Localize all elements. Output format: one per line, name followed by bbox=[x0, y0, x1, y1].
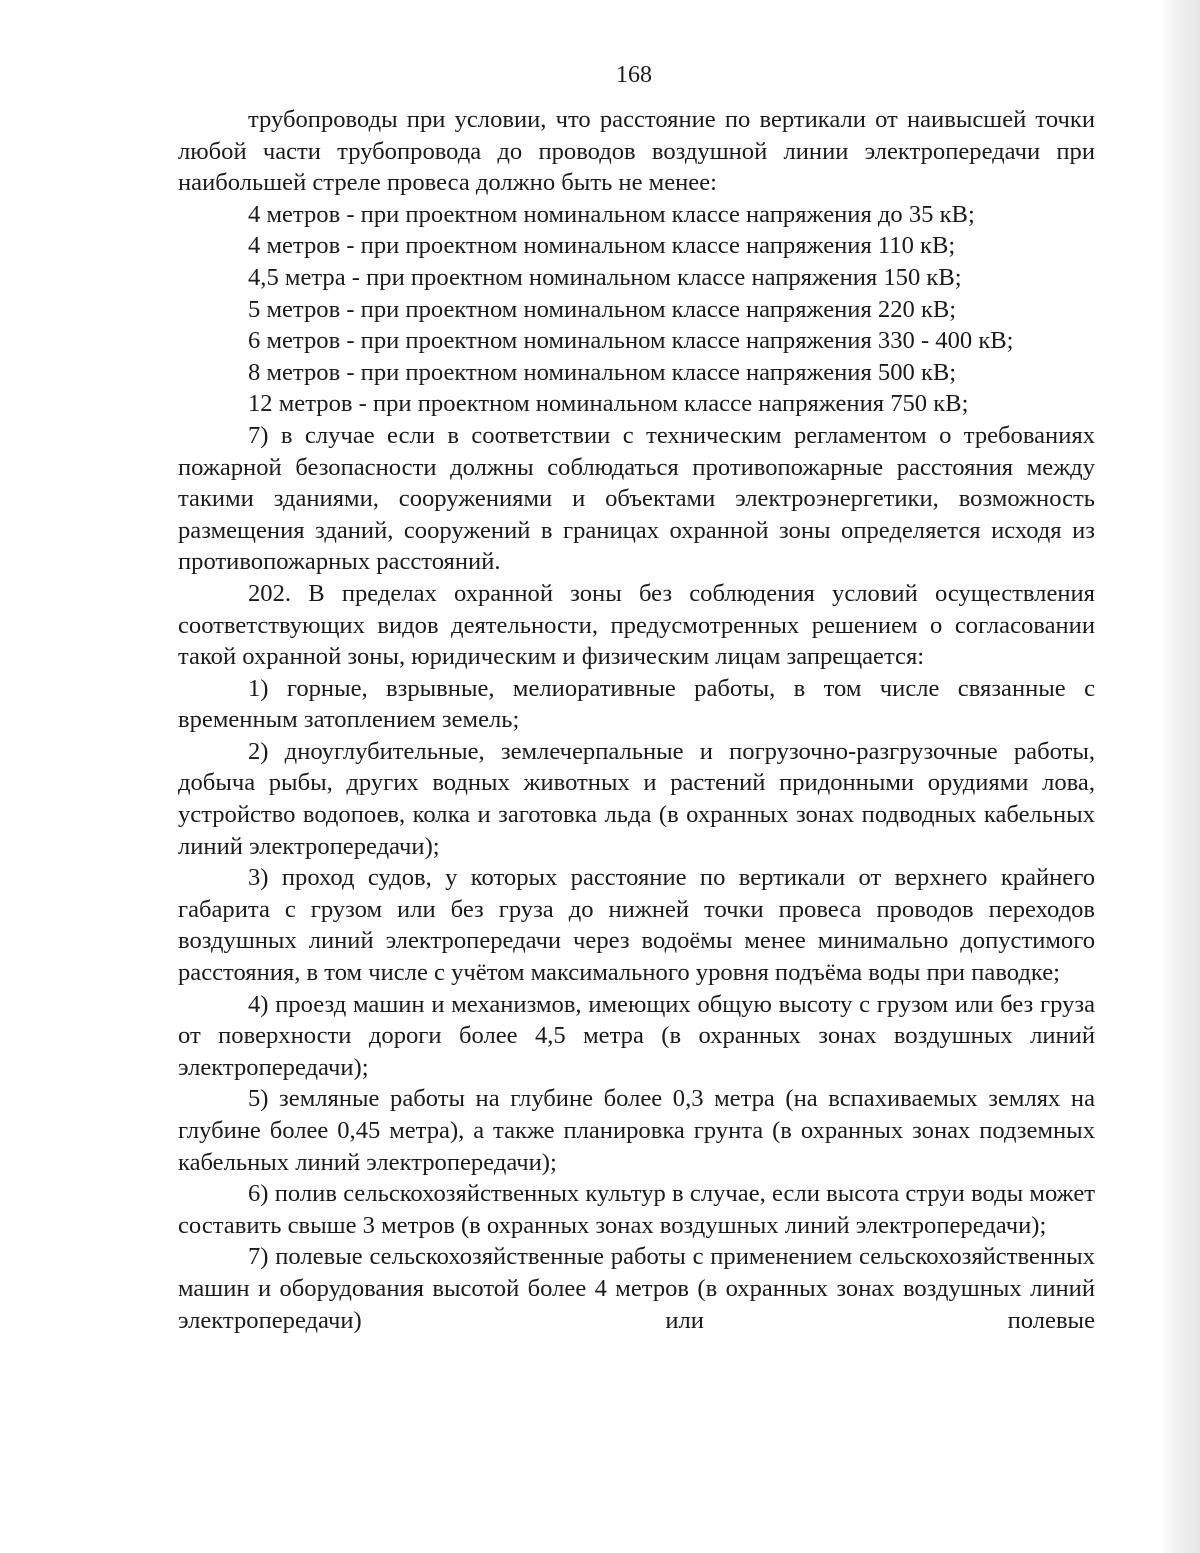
list-item-5-earthworks: 5) земляные работы на глубине более 0,3 метра (на вспахиваемых землях на глубине более 0,45 метра), а также планировка грунта (в охранных зонах подземных кабельных линий электропередачи); bbox=[178, 1085, 1095, 1176]
list-item-1-mining: 1) горные, взрывные, мелиоративные работы, в том числе связанные с временным затоплением земель; bbox=[178, 674, 1095, 734]
page-number: 168 bbox=[616, 62, 652, 88]
list-item-2-dredging: 2) дноуглубительные, землечерпальные и погрузочно-разгрузочные работы, добыча рыбы, других водных животных и растений придонными орудиями лова, устройство водопоев, колка и заготовка льда (в охранных зонах подводных кабельных линий электропередачи); bbox=[178, 737, 1095, 860]
list-item-7-field-works: 7) полевые сельскохозяйственные работы с применением сельскохозяйственных машин и оборудования высотой более 4 метров (в охранных зонах воздушных линий электропередачи) или полевые bbox=[178, 1243, 1095, 1334]
list-item-500kv: 8 метров - при проектном номинальном классе напряжения 500 кВ; bbox=[248, 358, 957, 386]
list-item-330-400kv: 6 метров - при проектном номинальном классе напряжения 330 - 400 кВ; bbox=[248, 327, 1014, 355]
paragraph-202: 202. В пределах охранной зоны без соблюдения условий осуществления соответствующих видов деятельности, предусмотренных решением о согласовании такой охранной зоны, юридическим и физическим лицам запрещается: bbox=[178, 579, 1095, 671]
document-body bbox=[178, 104, 1095, 1336]
list-item-110kv: 4 метров - при проектном номинальном классе напряжения 110 кВ; bbox=[248, 232, 956, 260]
list-item-750kv: 12 метров - при проектном номинальном классе напряжения 750 кВ; bbox=[248, 390, 969, 418]
list-item-150kv: 4,5 метра - при проектном номинальном классе напряжения 150 кВ; bbox=[248, 263, 962, 291]
paragraph-pipelines-continuation: трубопроводы при условии, что расстояние по вертикали от наивысшей точки любой части трубопровода до проводов воздушной линии электропередачи при наибольшей стреле провеса должно быть не менее: bbox=[178, 106, 1095, 197]
list-item-4-vehicles: 4) проезд машин и механизмов, имеющих общую высоту с грузом или без груза от поверхности дороги более 4,5 метра (в охранных зонах воздушных линий электропередачи); bbox=[178, 990, 1095, 1081]
list-item-7-fire-safety: 7) в случае если в соответствии с техническим регламентом о требованиях пожарной безопасности должны соблюдаться противопожарные расстояния между такими зданиями, сооружениями и объектами электроэнергетики, возможность размещения зданий, сооружений в границах охранной зоны определяется исходя из противопожарных расстояний. bbox=[178, 421, 1095, 576]
list-item-220kv: 5 метров - при проектном номинальном классе напряжения 220 кВ; bbox=[248, 295, 957, 323]
list-item-35kv: 4 метров - при проектном номинальном классе напряжения до 35 кВ; bbox=[248, 200, 975, 228]
list-item-3-vessels: 3) проход судов, у которых расстояние по вертикали от верхнего крайнего габарита с грузом или без груза до нижней точки провеса проводов переходов воздушных линий электропередачи через водоёмы менее минимально допустимого расстояния, в том числе с учётом максимального уровня подъёма воды при паводке; bbox=[178, 864, 1095, 987]
list-item-6-irrigation: 6) полив сельскохозяйственных культур в случае, если высота струи воды может составить свыше 3 метров (в охранных зонах воздушных линий электропередачи); bbox=[178, 1180, 1095, 1239]
page-edge-shadow bbox=[1162, 0, 1200, 1553]
